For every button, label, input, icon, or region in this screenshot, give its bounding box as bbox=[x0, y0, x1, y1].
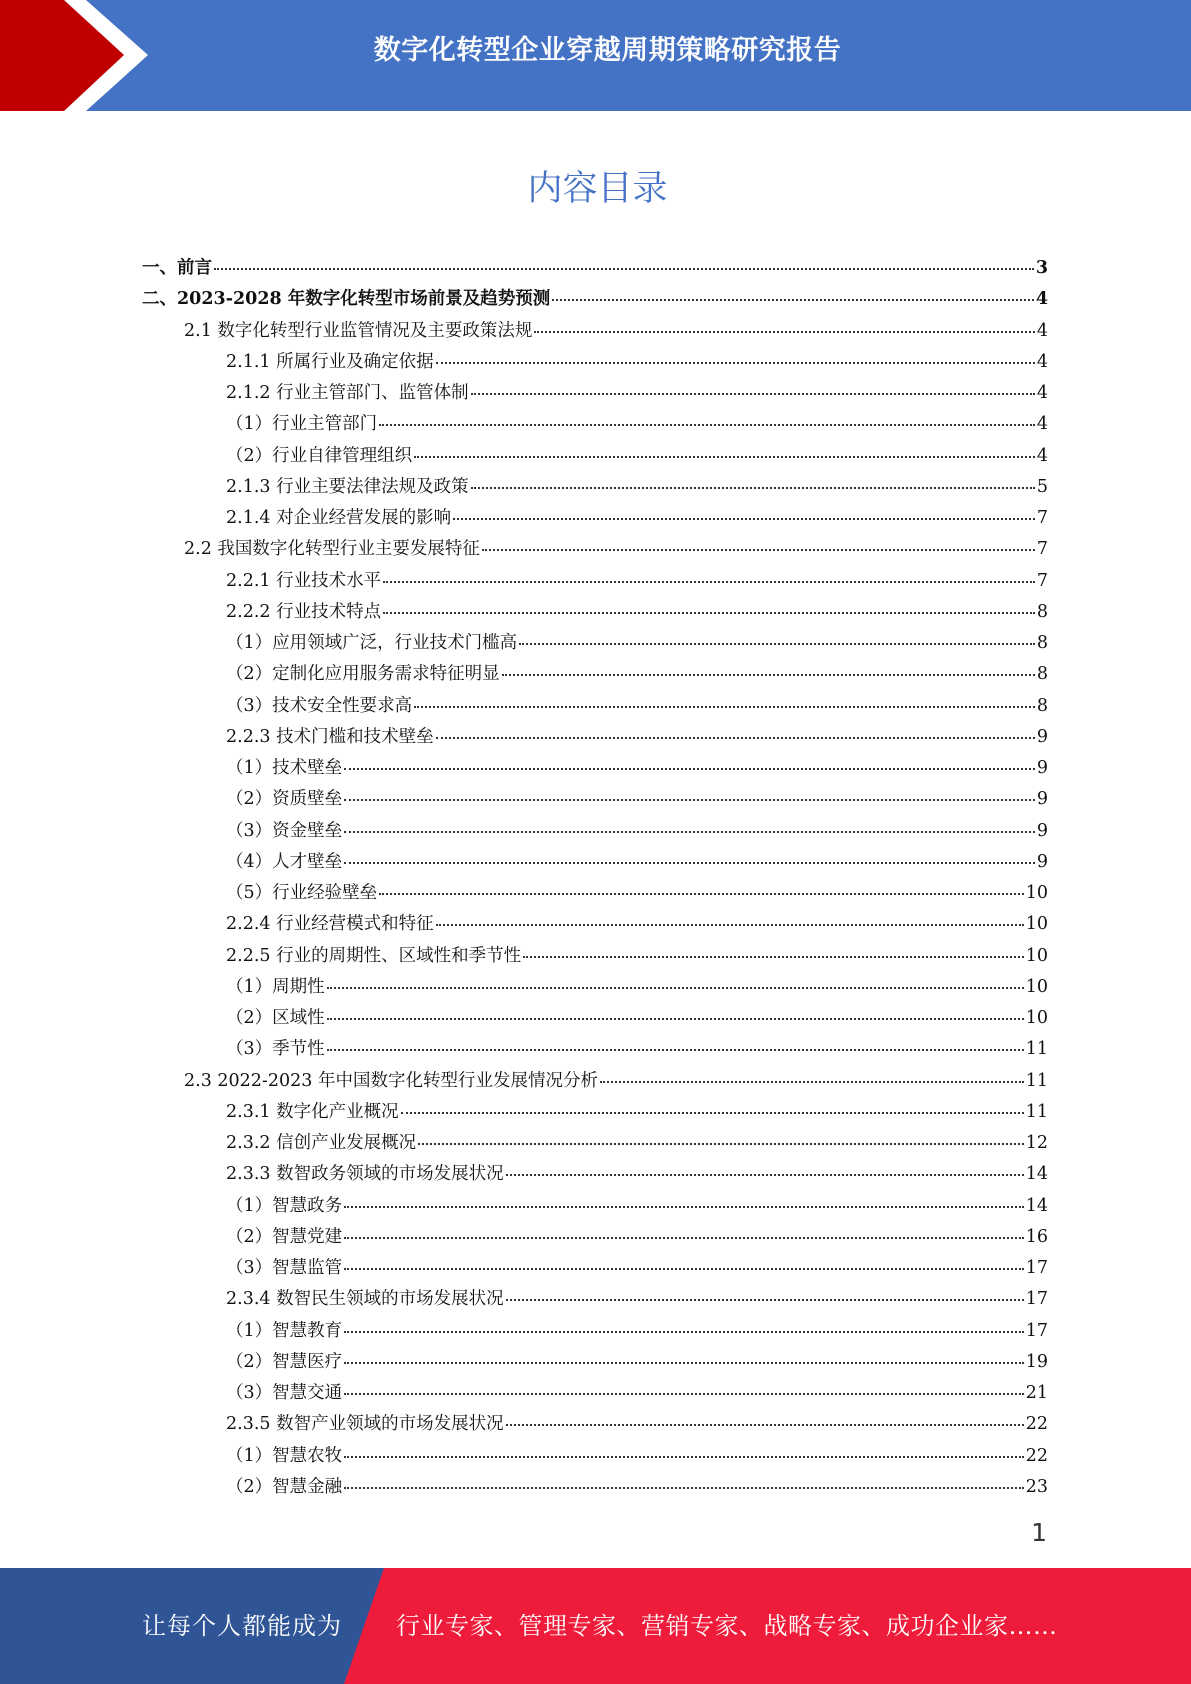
toc-entry-page: 4 bbox=[1036, 414, 1048, 435]
toc-dot-leader bbox=[379, 423, 1035, 426]
toc-dot-leader bbox=[344, 1392, 1024, 1395]
toc-entry-page: 8 bbox=[1036, 695, 1048, 716]
toc-dot-leader bbox=[344, 1236, 1024, 1239]
toc-entry-label: （1）智慧政务 bbox=[226, 1195, 343, 1216]
report-title: 数字化转型企业穿越周期策略研究报告 bbox=[373, 35, 842, 66]
toc-dot-leader bbox=[436, 736, 1035, 739]
toc-dot-leader bbox=[414, 455, 1035, 458]
toc-entry[interactable] bbox=[142, 473, 1048, 504]
toc-entry-page: 4 bbox=[1036, 445, 1048, 466]
toc-entry-page: 21 bbox=[1025, 1383, 1048, 1403]
toc-dot-leader bbox=[506, 1173, 1024, 1176]
toc-entry[interactable] bbox=[142, 692, 1048, 723]
toc-entry-label: 2.3.5 数智产业领域的市场发展状况 bbox=[226, 1414, 504, 1435]
toc-dot-leader bbox=[344, 798, 1035, 801]
toc-entry-page: 22 bbox=[1025, 1414, 1048, 1435]
toc-entry-label: 一、前言 bbox=[142, 258, 212, 278]
toc-entry[interactable] bbox=[142, 285, 1048, 316]
toc-entry-page: 23 bbox=[1025, 1476, 1048, 1497]
toc-entry-label: （5）行业经验壁垒 bbox=[226, 883, 378, 903]
toc-entry-label: （1）周期性 bbox=[226, 976, 325, 997]
toc-entry[interactable] bbox=[142, 1442, 1048, 1473]
toc-entry-label: （1）智慧教育 bbox=[226, 1320, 343, 1341]
toc-dot-leader bbox=[383, 580, 1035, 583]
toc-entry-page: 22 bbox=[1025, 1445, 1048, 1466]
toc-entry[interactable] bbox=[142, 1379, 1048, 1410]
toc-entry[interactable] bbox=[142, 754, 1048, 785]
toc-entry[interactable] bbox=[142, 942, 1048, 973]
toc-entry[interactable] bbox=[142, 1067, 1048, 1098]
toc-entry-label: （2）智慧医疗 bbox=[226, 1351, 343, 1372]
toc-entry[interactable] bbox=[142, 1160, 1048, 1191]
toc-dot-leader bbox=[471, 392, 1035, 395]
toc-entry[interactable] bbox=[142, 1129, 1048, 1160]
toc-entry-page: 7 bbox=[1036, 570, 1048, 591]
toc-entry-label: （2）智慧金融 bbox=[226, 1476, 343, 1497]
toc-entry[interactable] bbox=[142, 598, 1048, 629]
toc-entry[interactable] bbox=[142, 535, 1048, 566]
toc-entry-page: 4 bbox=[1036, 320, 1048, 341]
toc-entry[interactable] bbox=[142, 1223, 1048, 1254]
toc-dot-leader bbox=[506, 1423, 1024, 1426]
toc-dot-leader bbox=[344, 1455, 1024, 1458]
toc-dot-leader bbox=[344, 1205, 1024, 1208]
toc-entry-page: 8 bbox=[1036, 601, 1048, 622]
toc-dot-leader bbox=[344, 830, 1035, 833]
toc-dot-leader bbox=[327, 1017, 1024, 1020]
toc-dot-leader bbox=[401, 1111, 1024, 1114]
toc-entry[interactable] bbox=[142, 723, 1048, 754]
toc-dot-leader bbox=[482, 548, 1035, 551]
toc-dot-leader bbox=[506, 1298, 1024, 1301]
toc-entry[interactable] bbox=[142, 379, 1048, 410]
toc-entry[interactable] bbox=[142, 973, 1048, 1004]
toc-entry-label: 2.1 数字化转型行业监管情况及主要政策法规 bbox=[184, 320, 533, 341]
toc-entry-label: （2）智慧党建 bbox=[226, 1226, 343, 1247]
toc-entry-label: （2）行业自律管理组织 bbox=[226, 445, 413, 466]
toc-dot-leader bbox=[523, 955, 1024, 958]
toc-dot-leader bbox=[471, 486, 1035, 489]
toc-entry[interactable] bbox=[142, 317, 1048, 348]
toc-entry-label: 2.3.2 信创产业发展概况 bbox=[226, 1133, 417, 1153]
toc-entry-page: 9 bbox=[1036, 726, 1048, 747]
toc-entry-page: 11 bbox=[1025, 1039, 1048, 1060]
toc-entry-label: 2.2.1 行业技术水平 bbox=[226, 570, 382, 591]
toc-entry[interactable] bbox=[142, 1285, 1048, 1316]
toc-entry[interactable] bbox=[142, 817, 1048, 848]
toc-entry-page: 4 bbox=[1036, 351, 1048, 372]
toc-dot-leader bbox=[344, 767, 1035, 770]
toc-entry-page: 17 bbox=[1025, 1320, 1048, 1341]
toc-entry-page: 10 bbox=[1025, 945, 1048, 966]
toc-dot-leader bbox=[519, 642, 1035, 645]
toc-heading: 内容目录 bbox=[527, 169, 668, 209]
toc-entry-page: 7 bbox=[1036, 539, 1048, 560]
toc-entry[interactable] bbox=[142, 785, 1048, 816]
toc-entry-label: （1）行业主管部门 bbox=[226, 414, 378, 435]
header-band bbox=[0, 0, 1191, 111]
toc-entry-label: 2.3.3 数智政务领域的市场发展状况 bbox=[226, 1164, 504, 1185]
toc-entry[interactable] bbox=[142, 879, 1048, 910]
toc-entry-page: 9 bbox=[1036, 789, 1048, 810]
footer-band bbox=[0, 1568, 1191, 1684]
toc-entry-label: 2.2.5 行业的周期性、区域性和季节性 bbox=[226, 945, 522, 966]
toc-entry-label: （3）智慧监管 bbox=[226, 1258, 343, 1278]
toc-entry-label: （2）区域性 bbox=[226, 1008, 325, 1028]
toc-entry-label: 2.1.4 对企业经营发展的影响 bbox=[226, 508, 452, 528]
toc-entry-label: 2.3.1 数字化产业概况 bbox=[226, 1101, 399, 1122]
toc-dot-leader bbox=[383, 611, 1035, 614]
toc-entry-page: 4 bbox=[1036, 383, 1048, 403]
toc-entry[interactable] bbox=[142, 348, 1048, 379]
toc-entry-page: 3 bbox=[1035, 258, 1048, 278]
toc-dot-leader bbox=[600, 1080, 1024, 1083]
toc-entry[interactable] bbox=[142, 1473, 1048, 1504]
toc-dot-leader bbox=[436, 923, 1024, 926]
toc-entry-page: 10 bbox=[1025, 883, 1048, 903]
toc-entry-page: 8 bbox=[1036, 664, 1048, 685]
toc-entry-page: 14 bbox=[1025, 1195, 1048, 1216]
toc-entry-page: 9 bbox=[1036, 820, 1048, 841]
toc-entry[interactable] bbox=[142, 1348, 1048, 1379]
toc-dot-leader bbox=[214, 267, 1034, 270]
toc-entry-label: （3）智慧交通 bbox=[226, 1383, 343, 1403]
toc-dot-leader bbox=[534, 330, 1034, 333]
toc-entry-label: （3）资金壁垒 bbox=[226, 820, 343, 841]
toc-entry[interactable] bbox=[142, 567, 1048, 598]
toc-entry-page: 8 bbox=[1036, 633, 1048, 653]
toc-entry-page: 10 bbox=[1025, 976, 1048, 997]
toc-entry-page: 16 bbox=[1025, 1226, 1048, 1247]
toc-dot-leader bbox=[453, 517, 1035, 520]
toc-entry-page: 7 bbox=[1036, 508, 1048, 528]
toc-dot-leader bbox=[327, 986, 1024, 989]
toc-dot-leader bbox=[344, 1330, 1024, 1333]
toc-entry[interactable] bbox=[142, 504, 1048, 535]
toc-entry[interactable] bbox=[142, 629, 1048, 660]
toc-entry-label: 2.2.4 行业经营模式和特征 bbox=[226, 914, 434, 935]
toc-entry-page: 14 bbox=[1025, 1164, 1048, 1185]
footer-slogan-left: 让每个人都能成为 bbox=[142, 1612, 342, 1640]
toc-dot-leader bbox=[327, 1048, 1024, 1051]
toc-entry-label: （4）人才壁垒 bbox=[226, 851, 343, 872]
toc-entry-page: 12 bbox=[1025, 1133, 1048, 1153]
toc-entry[interactable] bbox=[142, 254, 1048, 285]
toc-dot-leader bbox=[344, 861, 1035, 864]
toc-entry-label: 二、2023-2028 年数字化转型市场前景及趋势预测 bbox=[142, 289, 551, 310]
toc-dot-leader bbox=[379, 892, 1024, 895]
table-of-contents bbox=[142, 254, 1048, 1504]
toc-entry-page: 4 bbox=[1035, 289, 1048, 310]
toc-entry-page: 17 bbox=[1025, 1258, 1048, 1278]
toc-entry[interactable] bbox=[142, 1192, 1048, 1223]
toc-entry-page: 19 bbox=[1025, 1351, 1048, 1372]
toc-entry-label: 2.1.3 行业主要法律法规及政策 bbox=[226, 476, 469, 497]
toc-entry-label: 2.3.4 数智民生领域的市场发展状况 bbox=[226, 1289, 504, 1310]
toc-entry[interactable] bbox=[142, 1317, 1048, 1348]
toc-dot-leader bbox=[344, 1267, 1024, 1270]
toc-dot-leader bbox=[436, 361, 1035, 364]
toc-entry-page: 17 bbox=[1025, 1289, 1048, 1310]
toc-entry[interactable] bbox=[142, 660, 1048, 691]
toc-entry-label: 2.2 我国数字化转型行业主要发展特征 bbox=[184, 539, 480, 560]
toc-entry-label: （3）技术安全性要求高 bbox=[226, 695, 413, 716]
toc-entry[interactable] bbox=[142, 1035, 1048, 1066]
toc-entry[interactable] bbox=[142, 1410, 1048, 1441]
toc-entry[interactable] bbox=[142, 1004, 1048, 1035]
toc-entry[interactable] bbox=[142, 1098, 1048, 1129]
toc-entry-label: 2.1.2 行业主管部门、监管体制 bbox=[226, 383, 469, 403]
toc-entry[interactable] bbox=[142, 848, 1048, 879]
toc-entry-page: 9 bbox=[1036, 851, 1048, 872]
toc-entry-label: 2.1.1 所属行业及确定依据 bbox=[226, 351, 434, 372]
toc-entry[interactable] bbox=[142, 410, 1048, 441]
toc-dot-leader bbox=[344, 1361, 1024, 1364]
toc-entry[interactable] bbox=[142, 1254, 1048, 1285]
toc-entry-page: 5 bbox=[1036, 476, 1048, 497]
toc-entry-page: 9 bbox=[1036, 758, 1048, 778]
toc-dot-leader bbox=[502, 673, 1035, 676]
toc-entry-page: 10 bbox=[1025, 1008, 1048, 1028]
toc-dot-leader bbox=[552, 298, 1034, 301]
toc-dot-leader bbox=[414, 705, 1035, 708]
toc-entry-label: （2）资质壁垒 bbox=[226, 789, 343, 810]
toc-entry-label: （1）技术壁垒 bbox=[226, 758, 343, 778]
toc-entry-label: （3）季节性 bbox=[226, 1039, 325, 1060]
toc-entry-label: 2.2.2 行业技术特点 bbox=[226, 601, 382, 622]
page-number: 1 bbox=[1031, 1518, 1047, 1547]
toc-entry-label: 2.2.3 技术门槛和技术壁垒 bbox=[226, 726, 434, 747]
toc-entry-label: （1）应用领域广泛，行业技术门槛高 bbox=[226, 633, 518, 653]
toc-dot-leader bbox=[344, 1486, 1024, 1489]
toc-entry-page: 11 bbox=[1025, 1070, 1048, 1091]
footer-slogan-right: 行业专家、管理专家、营销专家、战略专家、成功企业家…… bbox=[396, 1612, 1058, 1640]
toc-entry-page: 10 bbox=[1025, 914, 1048, 935]
toc-entry-label: 2.3 2022-2023 年中国数字化转型行业发展情况分析 bbox=[184, 1070, 598, 1091]
toc-entry[interactable] bbox=[142, 442, 1048, 473]
toc-entry-label: （2）定制化应用服务需求特征明显 bbox=[226, 664, 500, 685]
toc-entry[interactable] bbox=[142, 910, 1048, 941]
toc-entry-page: 11 bbox=[1025, 1101, 1048, 1122]
toc-entry-label: （1）智慧农牧 bbox=[226, 1445, 343, 1466]
toc-dot-leader bbox=[418, 1142, 1024, 1145]
